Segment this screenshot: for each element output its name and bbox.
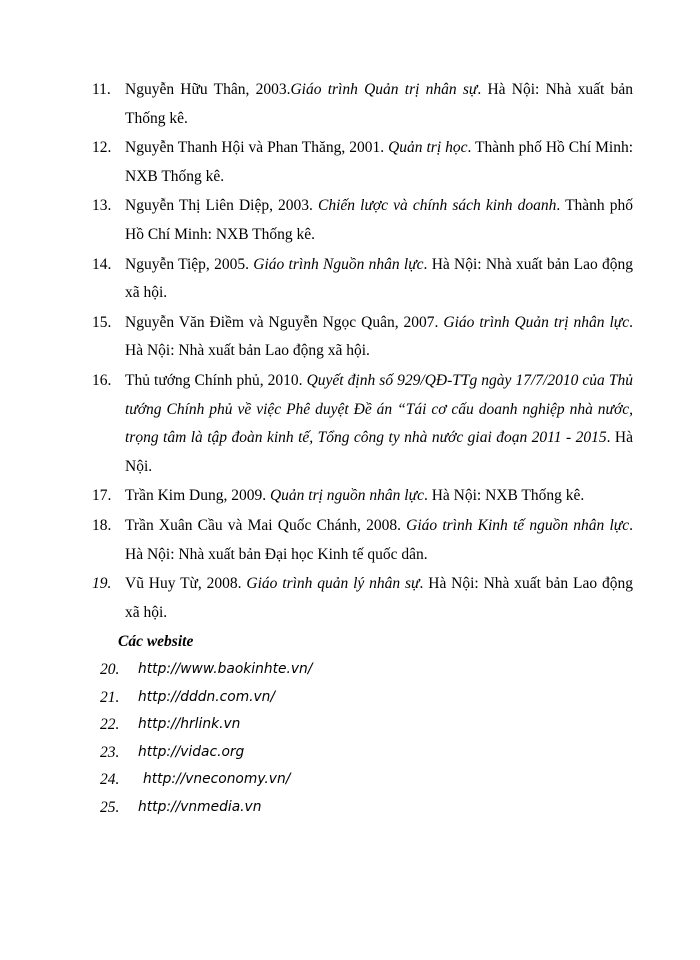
reference-number: 13.: [92, 197, 112, 215]
reference-title: Quản trị nguồn nhân lực: [269, 487, 424, 505]
reference-author: Nguyễn Văn Điềm và Nguyễn Ngọc Quân, 2007.: [125, 313, 444, 331]
website-number: 23.: [100, 743, 120, 761]
reference-author: Trần Kim Dung, 2009.: [125, 487, 270, 505]
reference-title: Giáo trình quản lý nhân sự: [246, 575, 420, 593]
website-item: [0, 794, 700, 822]
reference-list: [0, 76, 700, 821]
reference-number: 14.: [92, 255, 112, 273]
reference-author: Thủ tướng Chính phủ, 2010.: [125, 371, 307, 389]
reference-item: [92, 570, 633, 627]
reference-item: [92, 76, 633, 133]
website-url[interactable]: http://vidac.org: [138, 743, 245, 760]
reference-item: [92, 192, 633, 249]
reference-number: 18.: [92, 516, 112, 534]
reference-number: 15.: [92, 313, 112, 331]
reference-item: [92, 367, 633, 481]
reference-title: Giáo trình Nguồn nhân lực: [253, 255, 424, 273]
reference-title: Giáo trình Kinh tế nguồn nhân lực: [406, 516, 630, 534]
reference-author: Vũ Huy Từ, 2008.: [125, 575, 247, 593]
reference-number: 16.: [92, 371, 112, 389]
website-number: 25.: [100, 798, 120, 816]
reference-author: Nguyễn Thanh Hội và Phan Thăng, 2001.: [125, 139, 389, 157]
reference-item: [92, 482, 633, 511]
reference-author: Nguyễn Tiệp, 2005.: [125, 255, 254, 273]
reference-number: 12.: [92, 139, 112, 157]
website-url[interactable]: http://hrlink.vn: [138, 716, 241, 733]
reference-title: Chiến lược và chính sách kinh doanh: [318, 197, 557, 215]
reference-author: Trần Xuân Cầu và Mai Quốc Chánh, 2008.: [125, 516, 407, 534]
reference-publisher: . Hà Nội: Nhà xuất bản Lao động xã hội.: [125, 313, 633, 360]
reference-title: Giáo trình Quản trị nhân sự: [290, 81, 478, 98]
websites-heading: Các website: [118, 633, 194, 651]
website-item: [0, 766, 700, 794]
website-item: [0, 656, 700, 684]
reference-author: Nguyễn Thị Liên Diệp, 2003.: [125, 197, 319, 215]
reference-publisher: . Hà Nội: Nhà xuất bản Lao động xã hội.: [125, 255, 634, 302]
reference-number: 11.: [92, 81, 111, 98]
reference-item: [92, 309, 633, 366]
website-url[interactable]: http://vnmedia.vn: [138, 798, 262, 815]
website-url[interactable]: http://dddn.com.vn/: [138, 688, 276, 705]
reference-publisher: . Thành phố Hồ Chí Minh: NXB Thống kê.: [125, 197, 633, 243]
reference-title: Quản trị học: [388, 139, 468, 157]
reference-number: 19.: [92, 575, 112, 593]
website-number: 24.: [100, 771, 120, 789]
website-item: [0, 739, 700, 767]
reference-item: [92, 134, 633, 191]
website-number: 20.: [100, 661, 120, 679]
website-url[interactable]: http://www.baokinhte.vn/: [138, 661, 313, 678]
reference-item: [92, 251, 634, 308]
website-url[interactable]: http://vneconomy.vn/: [143, 771, 291, 788]
reference-publisher: . Hà Nội: Nhà xuất bản Đại học Kinh tế quốc dân.: [125, 516, 633, 563]
reference-item: [92, 512, 633, 569]
reference-title: Giáo trình Quản trị nhân lực: [443, 313, 630, 331]
website-item: [0, 684, 700, 712]
reference-title: Quyết định số 929/QĐ-TTg ngày 17/7/2010 của Thủ tướng Chính phủ về việc Phê duyệt Đề án “Tái cơ cấu doanh nghiệp nhà nước, trọng tâm là tập đoàn kinh tế, Tổng công ty nhà nước giai đoạn 2011 - 2015: [125, 371, 633, 447]
reference-publisher: . Hà Nội: Nhà xuất bản Lao động xã hội.: [125, 575, 633, 621]
website-item: [0, 711, 700, 739]
reference-publisher: . Hà Nội: NXB Thống kê.: [423, 487, 585, 505]
reference-publisher: . Hà Nội: Nhà xuất bản Thống kê.: [125, 81, 633, 127]
reference-number: 17.: [92, 487, 112, 505]
reference-publisher: . Hà Nội.: [125, 429, 633, 475]
reference-author: Nguyễn Hữu Thân, 2003.: [125, 81, 291, 98]
website-number: 22.: [100, 716, 120, 734]
reference-publisher: . Thành phố Hồ Chí Minh: NXB Thống kê.: [125, 139, 633, 185]
website-list: [0, 656, 700, 821]
website-number: 21.: [100, 688, 120, 706]
